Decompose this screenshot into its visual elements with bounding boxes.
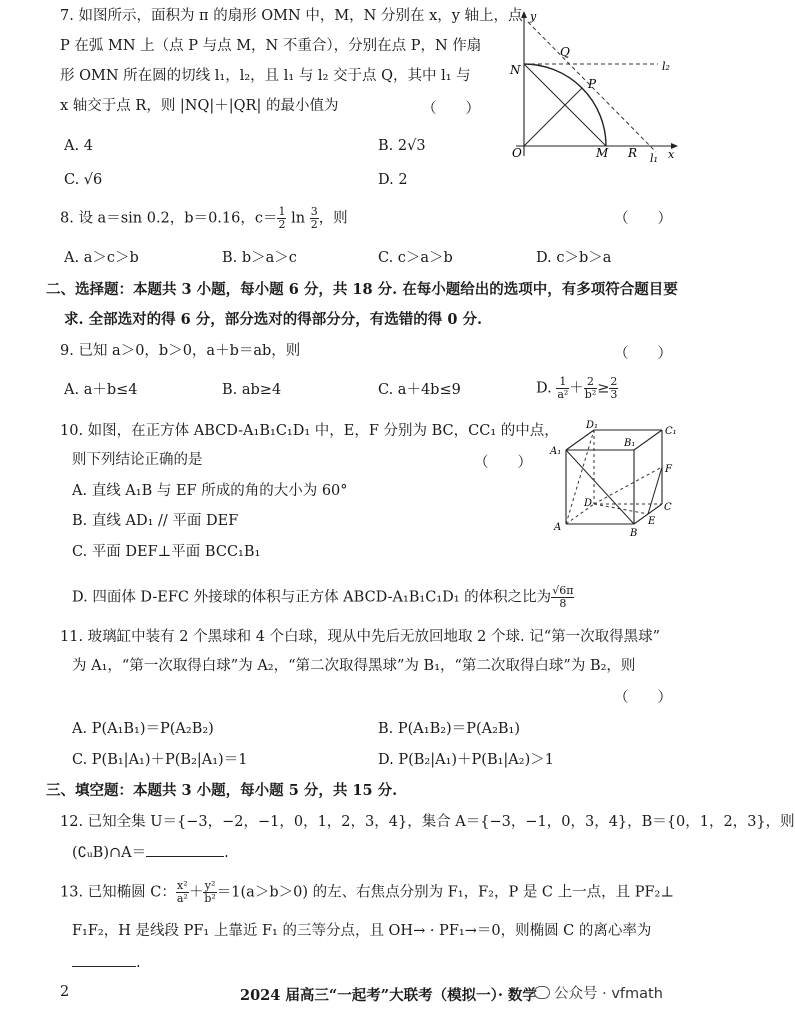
cube-label-d1: D₁	[586, 420, 599, 431]
q11-line-2: 为 A₁，“第一次取得白球”为 A₂，“第二次取得黑球”为 B₁，“第二次取得白球”为 B₂，则	[72, 658, 636, 674]
q10-option-a: A. 直线 A₁B 与 EF 所成的角的大小为 60°	[72, 483, 348, 499]
q9-option-a: A. a＋b≤4	[64, 382, 138, 398]
q9-option-b: B. ab≥4	[222, 382, 282, 398]
q8-option-a: A. a＞c＞b	[64, 250, 139, 266]
section-2-heading-line-1: 二、选择题：本题共 3 小题，每小题 6 分，共 18 分. 在每小题给出的选项中，有多项符合题目要	[46, 281, 678, 298]
q7-line-2: P 在弧 MN 上（点 P 与点 M，N 不重合），分别在点 P，N 作扇	[60, 38, 482, 54]
fig-label-o: O	[512, 146, 522, 160]
q10-line-1: 10. 如图，在正方体 ABCD-A₁B₁C₁D₁ 中，E，F 分别为 BC，CC₁ 的中点，	[60, 423, 559, 439]
cube-label-b1: B₁	[624, 438, 636, 449]
q9-stem: 9. 已知 a＞0，b＞0，a＋b＝ab，则	[60, 343, 301, 359]
cube-label-b: B	[630, 528, 638, 539]
q10-answer-paren: （ ）	[474, 455, 532, 471]
q7-line-4: x 轴交于点 R，则 |NQ|＋|QR| 的最小值为	[60, 98, 339, 114]
q11-answer-paren: （ ）	[614, 690, 672, 706]
watermark: 公众号 · vfmath	[534, 982, 663, 1003]
fig-label-n: N	[510, 63, 521, 77]
section-2-heading-line-2: 求. 全部选对的得 6 分，部分选对的得部分分，有选错的得 0 分.	[64, 311, 483, 328]
cube-label-f: F	[665, 464, 672, 475]
fig-label-l2: l₂	[662, 60, 670, 73]
q11-option-d: D. P(B₂|A₁)＋P(B₁|A₂)＞1	[378, 752, 554, 768]
q7-line-3: 形 OMN 所在圆的切线 l₁，l₂，且 l₁ 与 l₂ 交于点 Q，其中 l₁ 与	[60, 68, 471, 84]
fig-label-m: M	[596, 146, 609, 160]
cube-label-a: A	[554, 522, 562, 533]
q7-answer-paren: （ ）	[422, 101, 480, 117]
page-number: 2	[60, 984, 70, 1000]
q13-line-3: .	[72, 952, 141, 973]
section-3-heading: 三、填空题：本题共 3 小题，每小题 5 分，共 15 分.	[46, 782, 398, 799]
cube-label-c1: C₁	[665, 426, 677, 437]
footer-title: 2024 届高三“一起考”大联考（模拟一）· 数学	[240, 987, 537, 1004]
cube-label-c: C	[664, 502, 672, 513]
q11-option-c: C. P(B₁|A₁)＋P(B₂|A₁)＝1	[72, 752, 248, 768]
q13-line-2: F₁F₂，H 是线段 PF₁ 上靠近 F₁ 的三等分点，且 OH→ · PF₁→＝0，则椭圆 C 的离心率为	[72, 923, 652, 939]
q13-answer-blank	[72, 952, 136, 967]
fig-label-q: Q	[560, 45, 570, 59]
q7-option-a: A. 4	[64, 138, 93, 154]
fig-label-l1: l₁	[650, 152, 658, 165]
cube-label-d: D	[584, 498, 593, 509]
q10-cube-figure	[546, 420, 686, 542]
q7-sector-figure	[498, 4, 684, 164]
cube-label-e: E	[648, 516, 656, 527]
q8-option-c: C. c＞a＞b	[378, 250, 453, 266]
q9-option-d: D. $\frac{1}{\text{a²}}$ ＋ $\frac{2}{\text{b²}}$ ≥ $\frac{2}{3}$	[536, 375, 618, 401]
q8-three-halves-fraction: $\frac{3}{2}$	[310, 205, 318, 231]
q8-answer-paren: （ ）	[614, 211, 672, 227]
q12-answer-blank	[146, 842, 224, 857]
cube-label-a1: A₁	[550, 446, 562, 457]
wechat-icon	[534, 986, 550, 999]
q11-line-1: 11. 玻璃缸中装有 2 个黑球和 4 个白球，现从中先后无放回地取 2 个球. 记“第一次取得黑球”	[60, 629, 661, 645]
q9-answer-paren: （ ）	[614, 346, 672, 362]
fig-label-y: y	[530, 10, 537, 23]
q8-option-b: B. b＞a＞c	[222, 250, 297, 266]
q12-line-1: 12. 已知全集 U＝{−3，−2，−1，0，1，2，3，4}，集合 A＝{−3，−1，0，3，4}，B＝{0，1，2，3}，则	[60, 814, 795, 830]
fig-label-r: R	[628, 146, 638, 160]
q8-stem: 8. 设 a＝sin 0.2，b＝0.16，c＝ $\frac{1}{2}$ ln $\frac{3}{2}$ ，则	[60, 205, 348, 231]
q7-option-d: D. 2	[378, 172, 408, 188]
q8-half-fraction: $\frac{1}{2}$	[278, 205, 286, 231]
q7-option-b: B. 2√3	[378, 138, 426, 154]
q9-option-c: C. a＋4b≤9	[378, 382, 461, 398]
q10-option-c: C. 平面 DEF⊥平面 BCC₁B₁	[72, 544, 261, 560]
q7-line-1: 7. 如图所示，面积为 π 的扇形 OMN 中，M，N 分别在 x，y 轴上，点	[60, 8, 523, 24]
q13-line-1: 13. 已知椭圆 C： $\frac{\text{x²}}{\text{a²}}$ ＋ $\frac{\text{y²}}{\text{b²}}$ ＝1(a＞b＞0) 的左、右焦点分别为 F₁，F₂，P 是 C 上一点，且 PF₂⊥	[60, 879, 675, 905]
q10-option-b: B. 直线 AD₁ // 平面 DEF	[72, 513, 239, 529]
q12-line-2: (∁ᵤB)∩A＝ .	[72, 842, 229, 863]
q11-option-a: A. P(A₁B₁)＝P(A₂B₂)	[72, 721, 214, 737]
q10-option-d: D. 四面体 D-EFC 外接球的体积与正方体 ABCD-A₁B₁C₁D₁ 的体积之比为 $\frac{√6\pi}{8}$	[72, 584, 574, 610]
fig-label-p: P	[588, 77, 597, 91]
fig-label-x: x	[668, 148, 675, 161]
q7-option-c: C. √6	[64, 172, 103, 188]
q10-line-2: 则下列结论正确的是	[72, 452, 203, 468]
q8-option-d: D. c＞b＞a	[536, 250, 612, 266]
q11-option-b: B. P(A₁B₂)＝P(A₂B₁)	[378, 721, 521, 737]
